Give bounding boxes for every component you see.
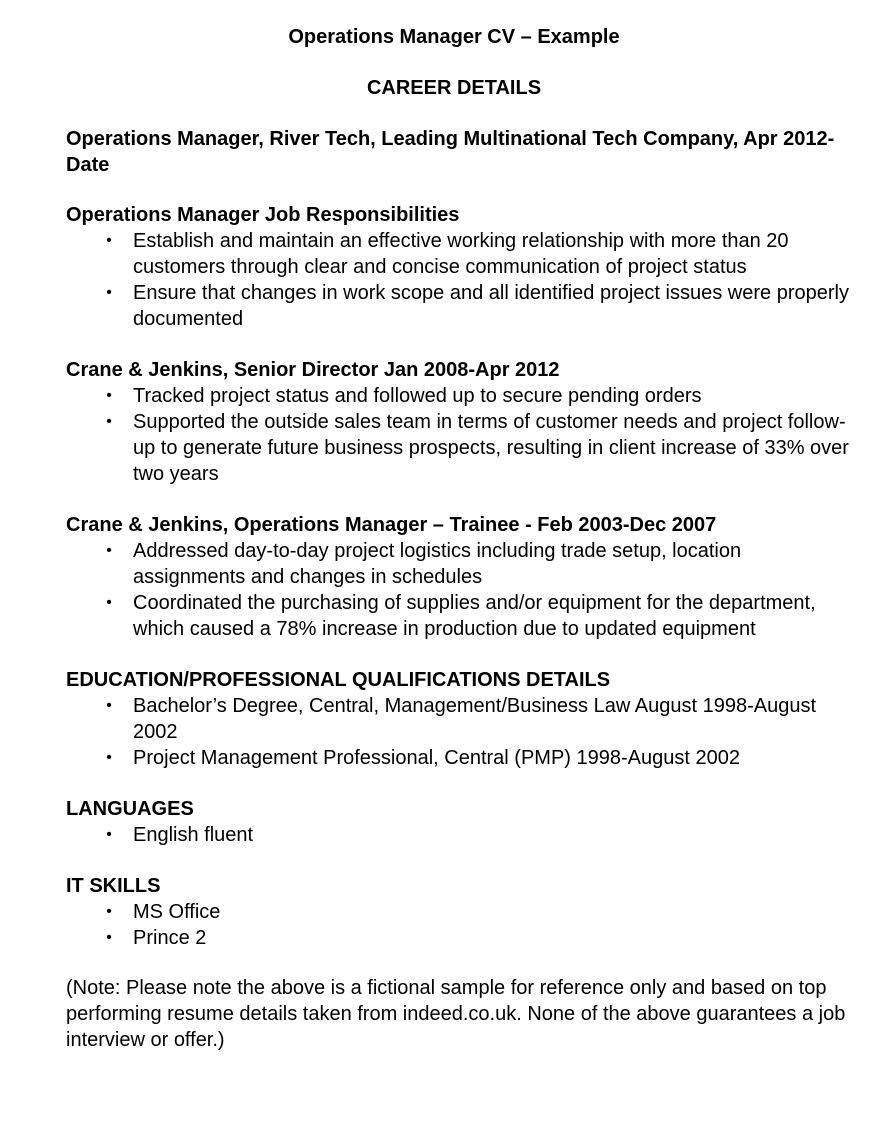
bullet-icon: • — [106, 749, 112, 766]
list-item-text: Establish and maintain an effective working relationship with more than 20 customers through clear and concise communication of project status — [133, 230, 789, 278]
job-heading: Operations Manager Job Responsibilities — [66, 204, 460, 226]
education-bullets — [66, 693, 856, 771]
list-item — [66, 280, 856, 332]
bullet-icon: • — [106, 542, 112, 559]
job-heading: Crane & Jenkins, Operations Manager – Trainee - Feb 2003-Dec 2007 — [66, 514, 717, 536]
job-block-1 — [66, 357, 856, 487]
job-bullets — [66, 383, 856, 487]
it-skills-heading: IT SKILLS — [66, 875, 161, 897]
list-item-text: Ensure that changes in work scope and all identified project issues were properly documented — [133, 282, 849, 330]
career-details-heading: CAREER DETAILS — [366, 77, 542, 99]
bullet-icon: • — [106, 697, 112, 714]
list-item-text: Project Management Professional, Central (PMP) 1998-August 2002 — [133, 747, 740, 769]
education-heading: EDUCATION/PROFESSIONAL QUALIFICATIONS DETAILS — [66, 669, 611, 691]
bullet-icon: • — [106, 387, 112, 404]
list-item-text: Tracked project status and followed up to secure pending orders — [133, 385, 702, 407]
list-item — [66, 590, 856, 642]
bullet-icon: • — [106, 413, 112, 430]
languages-bullets — [66, 822, 856, 848]
bullet-icon: • — [106, 929, 112, 946]
list-item-text: English fluent — [133, 824, 254, 846]
bullet-icon: • — [106, 232, 112, 249]
list-item-text: Supported the outside sales team in terms of customer needs and project follow-up to generate future business prospects, resulting in client increase of 33% over two years — [133, 411, 849, 485]
cv-content — [66, 126, 856, 1073]
it-skills-bullets — [66, 899, 856, 951]
list-item — [66, 409, 856, 487]
list-item — [66, 228, 856, 280]
education-block — [66, 667, 856, 771]
list-item — [66, 822, 856, 848]
list-item-text: MS Office — [133, 901, 221, 923]
job-block-0 — [66, 202, 856, 332]
disclaimer-note: (Note: Please note the above is a fictional sample for reference only and based on top performing resume details taken from indeed.co.uk. None of the above guarantees a job interview or offer.) — [66, 977, 846, 1051]
bullet-icon: • — [106, 594, 112, 611]
list-item-text: Prince 2 — [133, 927, 207, 949]
list-item-text: Addressed day-to-day project logistics including trade setup, location assignments and changes in schedules — [133, 540, 742, 588]
list-item — [66, 383, 856, 409]
bullet-icon: • — [106, 284, 112, 301]
job-block-2 — [66, 512, 856, 642]
bullet-icon: • — [106, 826, 112, 843]
document-title: Operations Manager CV – Example — [288, 26, 620, 48]
list-item — [66, 538, 856, 590]
job-bullets — [66, 228, 856, 332]
list-item-text: Bachelor’s Degree, Central, Management/Business Law August 1998-August 2002 — [133, 695, 816, 743]
list-item — [66, 925, 856, 951]
languages-heading: LANGUAGES — [66, 798, 194, 820]
languages-block — [66, 796, 856, 848]
bullet-icon: • — [106, 903, 112, 920]
job-heading: Crane & Jenkins, Senior Director Jan 2008-Apr 2012 — [66, 359, 560, 381]
list-item — [66, 745, 856, 771]
list-item-text: Coordinated the purchasing of supplies and/or equipment for the department, which caused a 78% increase in production due to updated equipment — [133, 592, 816, 640]
list-item — [66, 693, 856, 745]
it-skills-block — [66, 873, 856, 951]
current-role: Operations Manager, River Tech, Leading Multinational Tech Company, Apr 2012-Date — [66, 128, 835, 176]
job-bullets — [66, 538, 856, 642]
list-item — [66, 899, 856, 925]
